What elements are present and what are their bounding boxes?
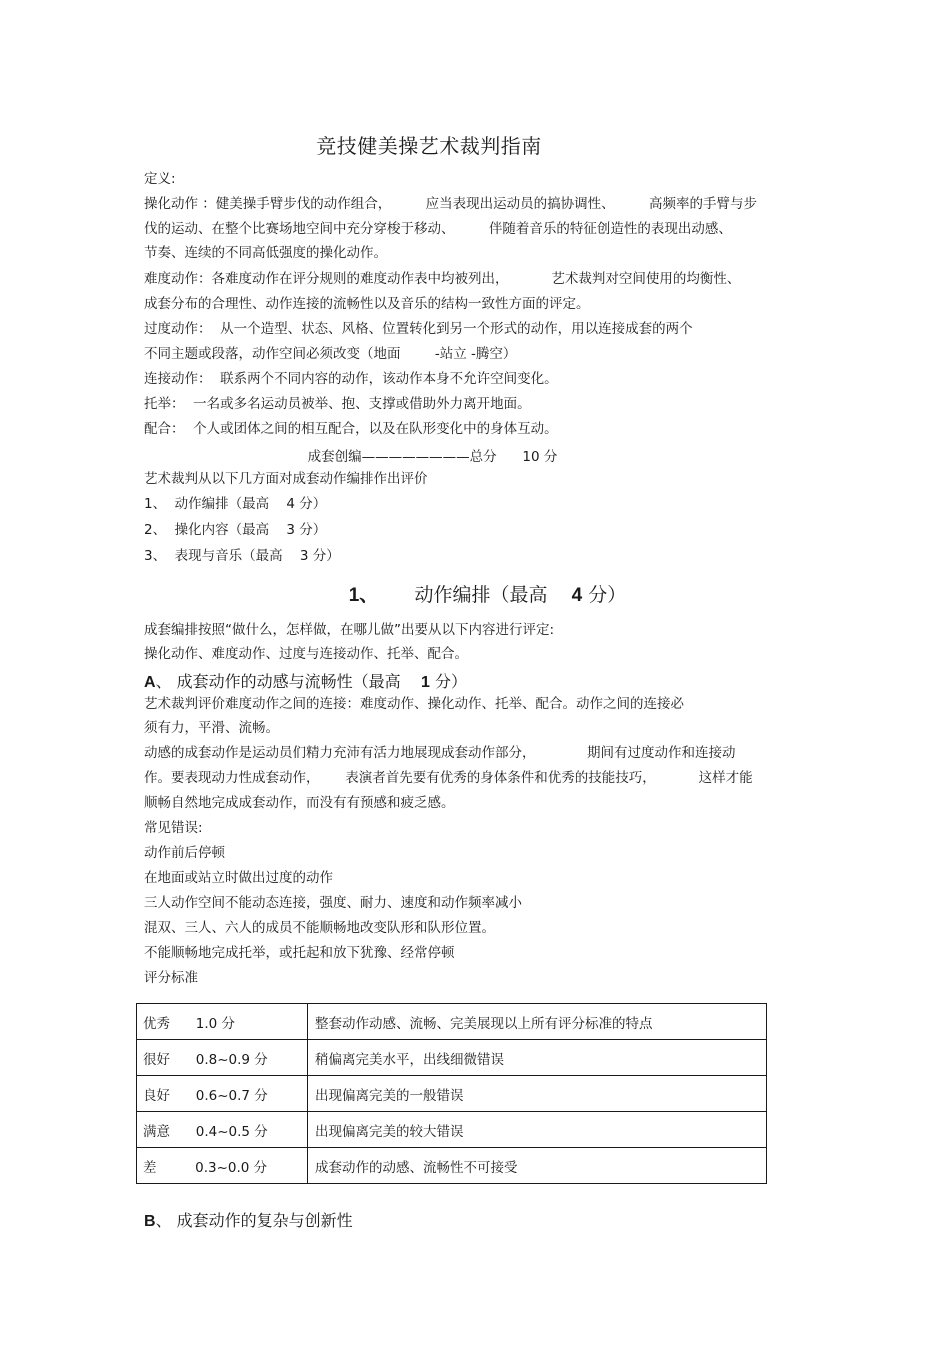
table-row	[137, 1112, 767, 1148]
definition-line: 配合： 个人或团体之间的相互配合，以及在队形变化中的身体互动。	[144, 421, 558, 437]
subsection-text: 艺术裁判评价难度动作之间的连接：难度动作、操化动作、托举、配合。动作之间的连接必	[144, 696, 684, 712]
subsection-text: 作。要表现动力性成套动作， 表演者首先要有优秀的身体条件和优秀的技能技巧， 这样才能	[144, 770, 753, 786]
error-item: 三人动作空间不能动态连接，强度、耐力、速度和动作频率减小	[144, 895, 522, 911]
table-row	[137, 1040, 767, 1076]
description-cell: 稍偏离完美水平，出线细微错误	[308, 1040, 767, 1076]
description-cell: 出现偏离完美的一般错误	[308, 1076, 767, 1112]
definition-line: 伐的运动、在整个比赛场地空间中充分穿梭于移动、 伴随着音乐的特征创造性的表现出动感、	[144, 221, 732, 237]
error-item: 不能顺畅地完成托举，或托起和放下犹豫、经常停顿	[144, 945, 455, 961]
error-item: 动作前后停顿	[144, 845, 225, 861]
description-cell: 整套动作动感、流畅、完美展现以上所有评分标准的特点	[308, 1004, 767, 1040]
error-item: 在地面或站立时做出过度的动作	[144, 870, 333, 886]
subsection-text: 动感的成套动作是运动员们精力充沛有活力地展现成套动作部分， 期间有过度动作和连接动	[144, 745, 736, 761]
grade-cell: 良好 0.6~0.7 分	[137, 1076, 308, 1112]
scoring-table	[136, 1003, 767, 1184]
table-row	[137, 1004, 767, 1040]
subsection-heading-b: B、 成套动作的复杂与创新性	[144, 1211, 353, 1230]
total-score-line: 成套创编————————总分 10 分	[307, 449, 558, 465]
grade-cell: 差 0.3~0.0 分	[137, 1148, 308, 1184]
definition-label: 定义:	[144, 171, 176, 187]
error-item: 混双、三人、六人的成员不能顺畅地改变队形和队形位置。	[144, 920, 495, 936]
intro-line: 艺术裁判从以下几方面对成套动作编排作出评价	[144, 471, 428, 487]
list-item: 3、 表现与音乐（最高 3 分）	[144, 548, 340, 564]
subsection-heading-a: A、 成套动作的动感与流畅性（最高 1 分）	[144, 672, 467, 691]
definition-line: 成套分布的合理性、动作连接的流畅性以及音乐的结构一致性方面的评定。	[144, 296, 590, 312]
description-cell: 成套动作的动感、流畅性不可接受	[308, 1148, 767, 1184]
definition-line: 过度动作： 从一个造型、状态、风格、位置转化到另一个形式的动作，用以连接成套的两个	[144, 321, 693, 337]
table-row	[137, 1148, 767, 1184]
grade-cell: 很好 0.8~0.9 分	[137, 1040, 308, 1076]
section-heading: 1、 动作编排（最高 4 分）	[348, 584, 627, 606]
table-row	[137, 1076, 767, 1112]
definition-line: 托举： 一名或多名运动员被举、抱、支撑或借助外力离开地面。	[144, 396, 531, 412]
grade-cell: 优秀 1.0 分	[137, 1004, 308, 1040]
list-item: 1、 动作编排（最高 4 分）	[144, 496, 327, 512]
definition-line: 连接动作： 联系两个不同内容的动作，该动作本身不允许空间变化。	[144, 371, 558, 387]
definition-line: 难度动作：各难度动作在评分规则的难度动作表中均被列出， 艺术裁判对空间使用的均衡性、	[144, 271, 741, 287]
description-cell: 出现偏离完美的较大错误	[308, 1112, 767, 1148]
definition-line: 不同主题或段落，动作空间必须改变（地面 -站立 -腾空）	[144, 346, 517, 362]
section-text: 成套编排按照“做什么，怎样做，在哪儿做”出要从以下内容进行评定:	[144, 622, 555, 638]
definition-line: 操化动作 ：健美操手臂步伐的动作组合， 应当表现出运动员的搞协调性、 高频率的手臂与步	[144, 196, 757, 212]
grade-cell: 满意 0.4~0.5 分	[137, 1112, 308, 1148]
list-item: 2、 操化内容（最高 3 分）	[144, 522, 327, 538]
section-text: 操化动作、难度动作、过度与连接动作、托举、配合。	[144, 646, 468, 662]
subsection-text: 须有力，平滑、流畅。	[144, 720, 279, 736]
criteria-label: 评分标准	[144, 970, 198, 986]
definition-line: 节奏、连续的不同高低强度的操化动作。	[144, 245, 387, 261]
page-title: 竞技健美操艺术裁判指南	[316, 134, 542, 158]
subsection-text: 顺畅自然地完成成套动作，而没有有预感和疲乏感。	[144, 795, 455, 811]
errors-label: 常见错误:	[144, 820, 203, 836]
